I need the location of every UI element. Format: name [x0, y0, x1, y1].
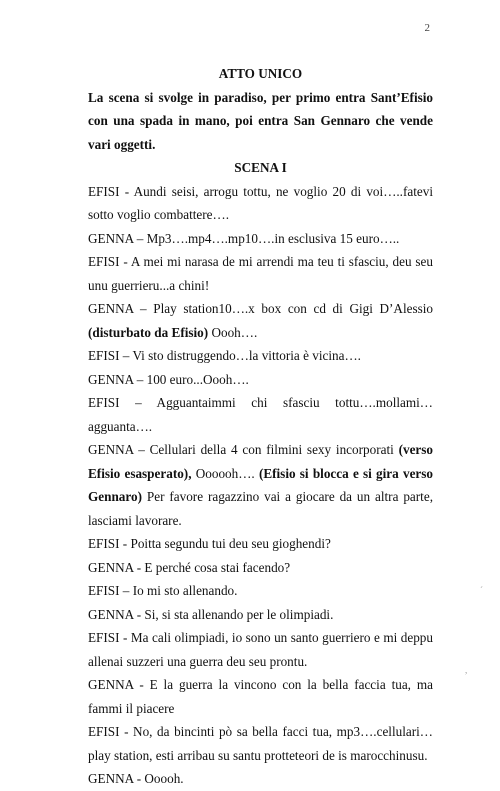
line-text: EFISI - Poitta segundu tui deu seu gioghendi?: [88, 536, 331, 551]
line-text: EFISI – Vi sto distruggendo…la vittoria è vicina….: [88, 348, 361, 363]
line-text: GENNA - Si, si sta allenando per le olimpiadi.: [88, 606, 334, 622]
line-text: GENNA - Ooooh.: [88, 771, 184, 786]
dialogue-line: [88, 227, 433, 251]
dialogue-line: [88, 626, 433, 673]
act-title: ATTO UNICO: [218, 66, 303, 81]
dialogue-line: [88, 767, 433, 791]
line-text: Per favore ragazzino vai a giocare da un altra parte, lasciami lavorare.: [88, 489, 433, 528]
dialogue-line: [88, 673, 433, 720]
script-text: [88, 62, 433, 791]
dialogue-line: [88, 438, 433, 532]
line-text: GENNA – 100 euro...Oooh….: [88, 371, 249, 387]
stage-direction: (verso Efisio esasperato),: [88, 442, 433, 481]
line-text: GENNA – Mp3….mp4….mp10….in esclusiva 15 euro…..: [88, 230, 400, 246]
line-text: Oooh….: [208, 324, 258, 340]
page-number: 2: [424, 22, 430, 34]
dialogue-line: [88, 391, 433, 438]
dialogue-line: [88, 556, 433, 580]
line-text: Oooooh….: [191, 465, 259, 481]
stage-direction-intro: La scena si svolge in paradiso, per primo entra Sant’Efisio con una spada in mano, poi entra San Gennaro che vende vari oggetti.: [88, 89, 433, 152]
dialogue-line: [88, 250, 433, 297]
dialogue-line: [88, 532, 433, 556]
line-text: GENNA – Play station10….x box con cd di Gigi D’Alessio: [88, 301, 433, 316]
line-text: GENNA - E la guerra la vincono con la bella faccia tua, ma fammi il piacere: [88, 677, 433, 716]
scan-mark: ,: [465, 665, 468, 675]
dialogue-line: [88, 603, 433, 627]
line-text: EFISI – Io mi sto allenando.: [88, 583, 238, 598]
dialogue-line: [88, 180, 433, 227]
line-text: EFISI - No, da bincinti pò sa bella facci tua, mp3….cellulari…play station, esti arribau su santu protteteori de is marocchinusu.: [88, 724, 433, 763]
stage-direction: (disturbato da Efisio): [88, 324, 209, 340]
stage-direction: (Efisio si blocca e si gira verso Gennaro): [88, 465, 434, 504]
dialogue-line: [88, 579, 433, 603]
line-text: GENNA – Cellulari della 4 con filmini sexy incorporati: [88, 442, 399, 457]
line-text: EFISI – Agguantaimmi chi sfasciu tottu….mollami…agguanta….: [88, 395, 433, 434]
dialogue-line: [88, 344, 433, 368]
line-text: EFISI - Aundi seisi, arrogu tottu, ne voglio 20 di voi…..fatevi sotto voglio combattere….: [88, 183, 433, 222]
scene-heading: SCENA I: [234, 160, 287, 175]
dialogue: [88, 180, 433, 791]
line-text: GENNA - E perché cosa stai facendo?: [88, 559, 291, 575]
dialogue-line: [88, 297, 433, 344]
scan-mark: ´: [480, 585, 483, 595]
line-text: EFISI - A mei mi narasa de mi arrendi ma teu ti sfasciu, deu seu unu guerrieru...a chini!: [88, 254, 433, 293]
dialogue-line: [88, 720, 433, 767]
line-text: EFISI - Ma cali olimpiadi, io sono un santo guerriero e mi deppu allenai suzzeri una guerra deu seu prontu.: [88, 630, 433, 669]
dialogue-line: [88, 368, 433, 392]
